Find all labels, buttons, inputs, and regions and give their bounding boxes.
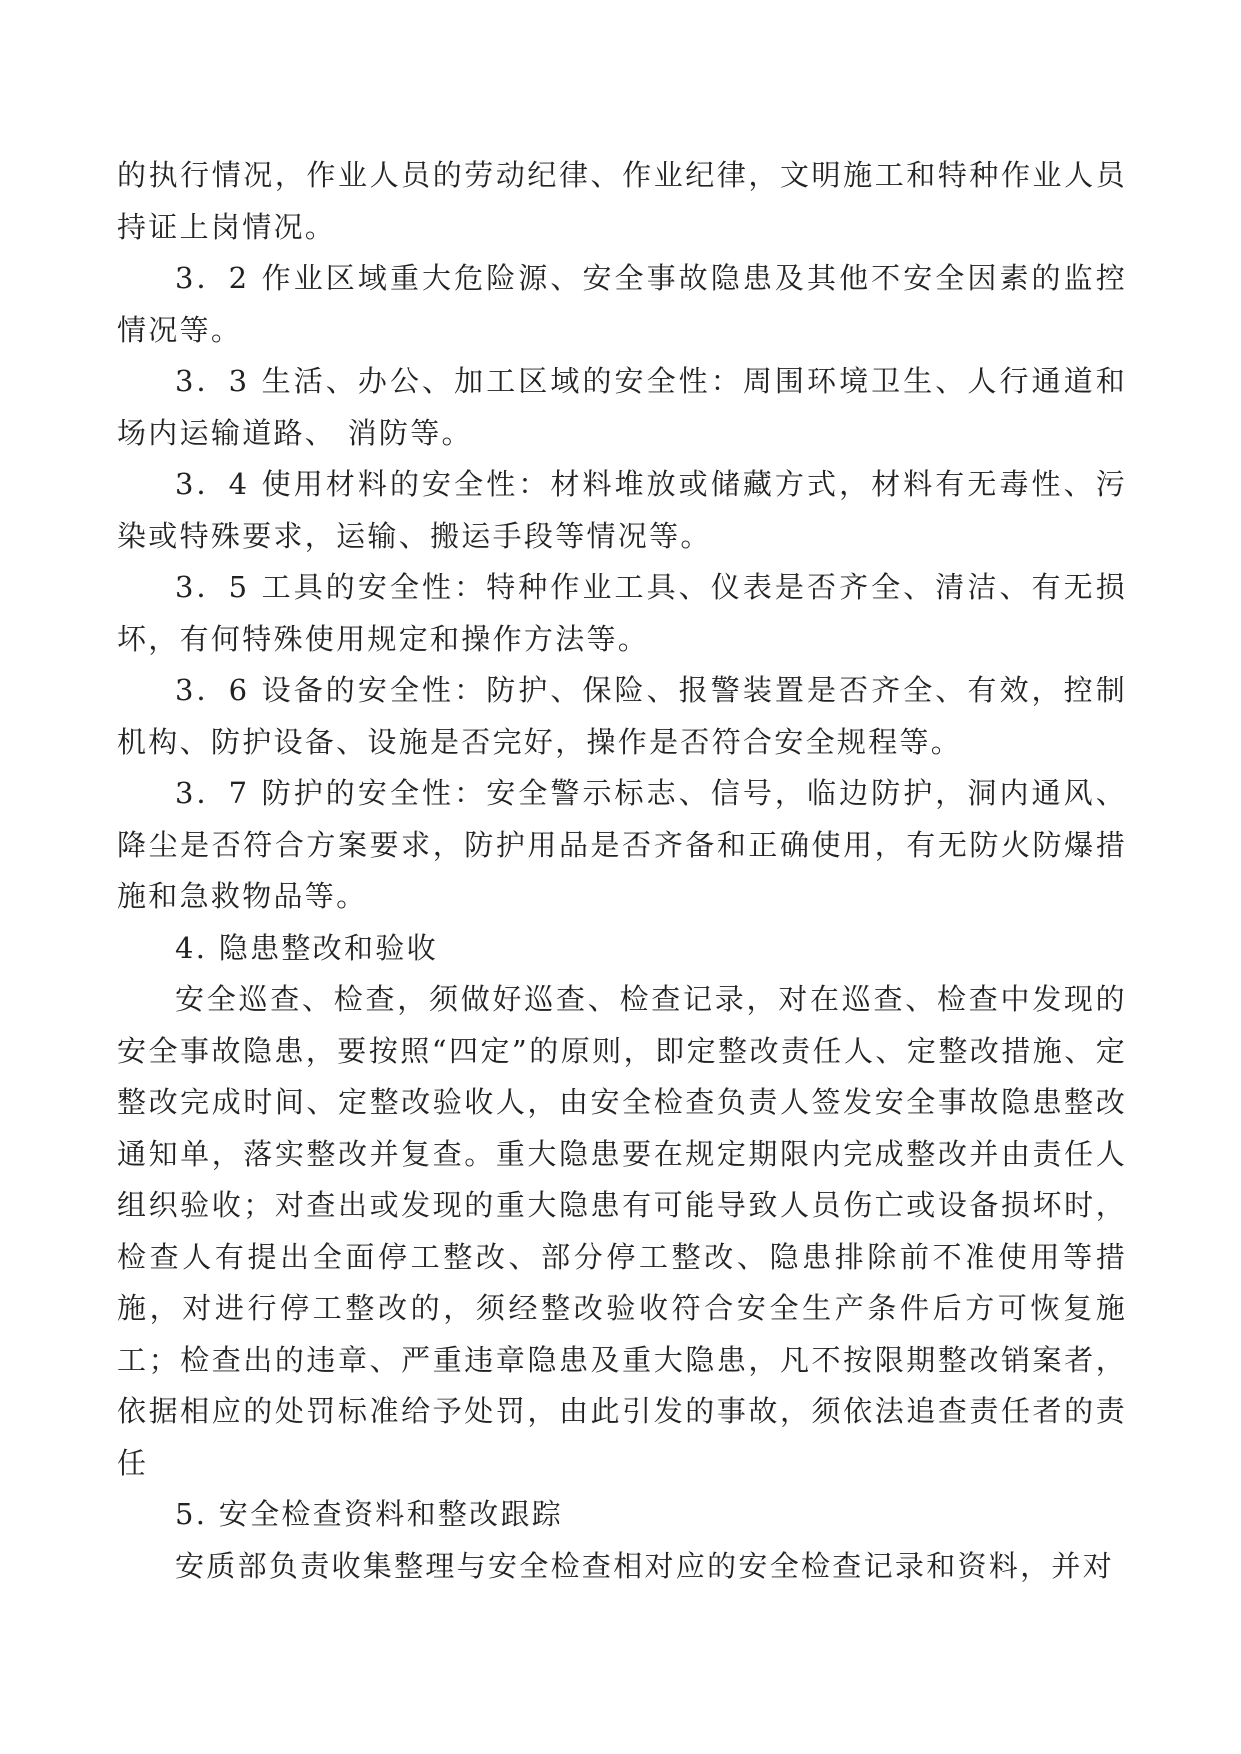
document-body xyxy=(117,150,1127,1592)
paragraph-continuation: 的执行情况，作业人员的劳动纪律、作业纪律，文明施工和特种作业人员持证上岗情况。 xyxy=(117,158,1127,244)
paragraph-3-7: 3．7 防护的安全性：安全警示标志、信号，临边防护，洞内通风、降尘是否符合方案要求，防护用品是否齐备和正确使用，有无防火防爆措施和急救物品等。 xyxy=(117,776,1127,913)
paragraph-3-6: 3．6 设备的安全性：防护、保险、报警装置是否齐全、有效，控制机构、防护设备、设施是否完好，操作是否符合安全规程等。 xyxy=(117,673,1127,759)
paragraph-3-3: 3．3 生活、办公、加工区域的安全性：周围环境卫生、人行通道和场内运输道路、 消防等。 xyxy=(117,364,1127,450)
paragraph-3-4: 3．4 使用材料的安全性：材料堆放或储藏方式，材料有无毒性、污染或特殊要求，运输、搬运手段等情况等。 xyxy=(117,467,1127,553)
paragraph-records: 安质部负责收集整理与安全检查相对应的安全检查记录和资料，并对 xyxy=(175,1548,1115,1583)
paragraph-3-2: 3．2 作业区域重大危险源、安全事故隐患及其他不安全因素的监控情况等。 xyxy=(117,261,1127,347)
section-heading-5: 5. 安全检查资料和整改跟踪 xyxy=(175,1497,564,1531)
paragraph-3-5: 3．5 工具的安全性：特种作业工具、仪表是否齐全、清洁、有无损坏，有何特殊使用规定和操作方法等。 xyxy=(117,570,1127,656)
section-heading-4: 4. 隐患整改和验收 xyxy=(175,930,438,965)
paragraph-rectification: 安全巡查、检查，须做好巡查、检查记录，对在巡查、检查中发现的安全事故隐患，要按照“四定”的原则，即定整改责任人、定整改措施、定整改完成时间、定整改验收人，由安全检查负责人签发安全事故隐患整改通知单，落实整改并复查。重大隐患要在规定期限内完成整改并由责任人组织验收；对查出或发现的重大隐患有可能导致人员伤亡或设备损坏时，检查人有提出全面停工整改、部分停工整改、隐患排除前不准使用等措施，对进行停工整改的，须经整改验收符合安全生产条件后方可恢复施工；检查出的违章、严重违章隐患及重大隐患，凡不按限期整改销案者，依据相应的处罚标准给予处罚，由此引发的事故，须依法追查责任者的责任 xyxy=(117,982,1127,1480)
